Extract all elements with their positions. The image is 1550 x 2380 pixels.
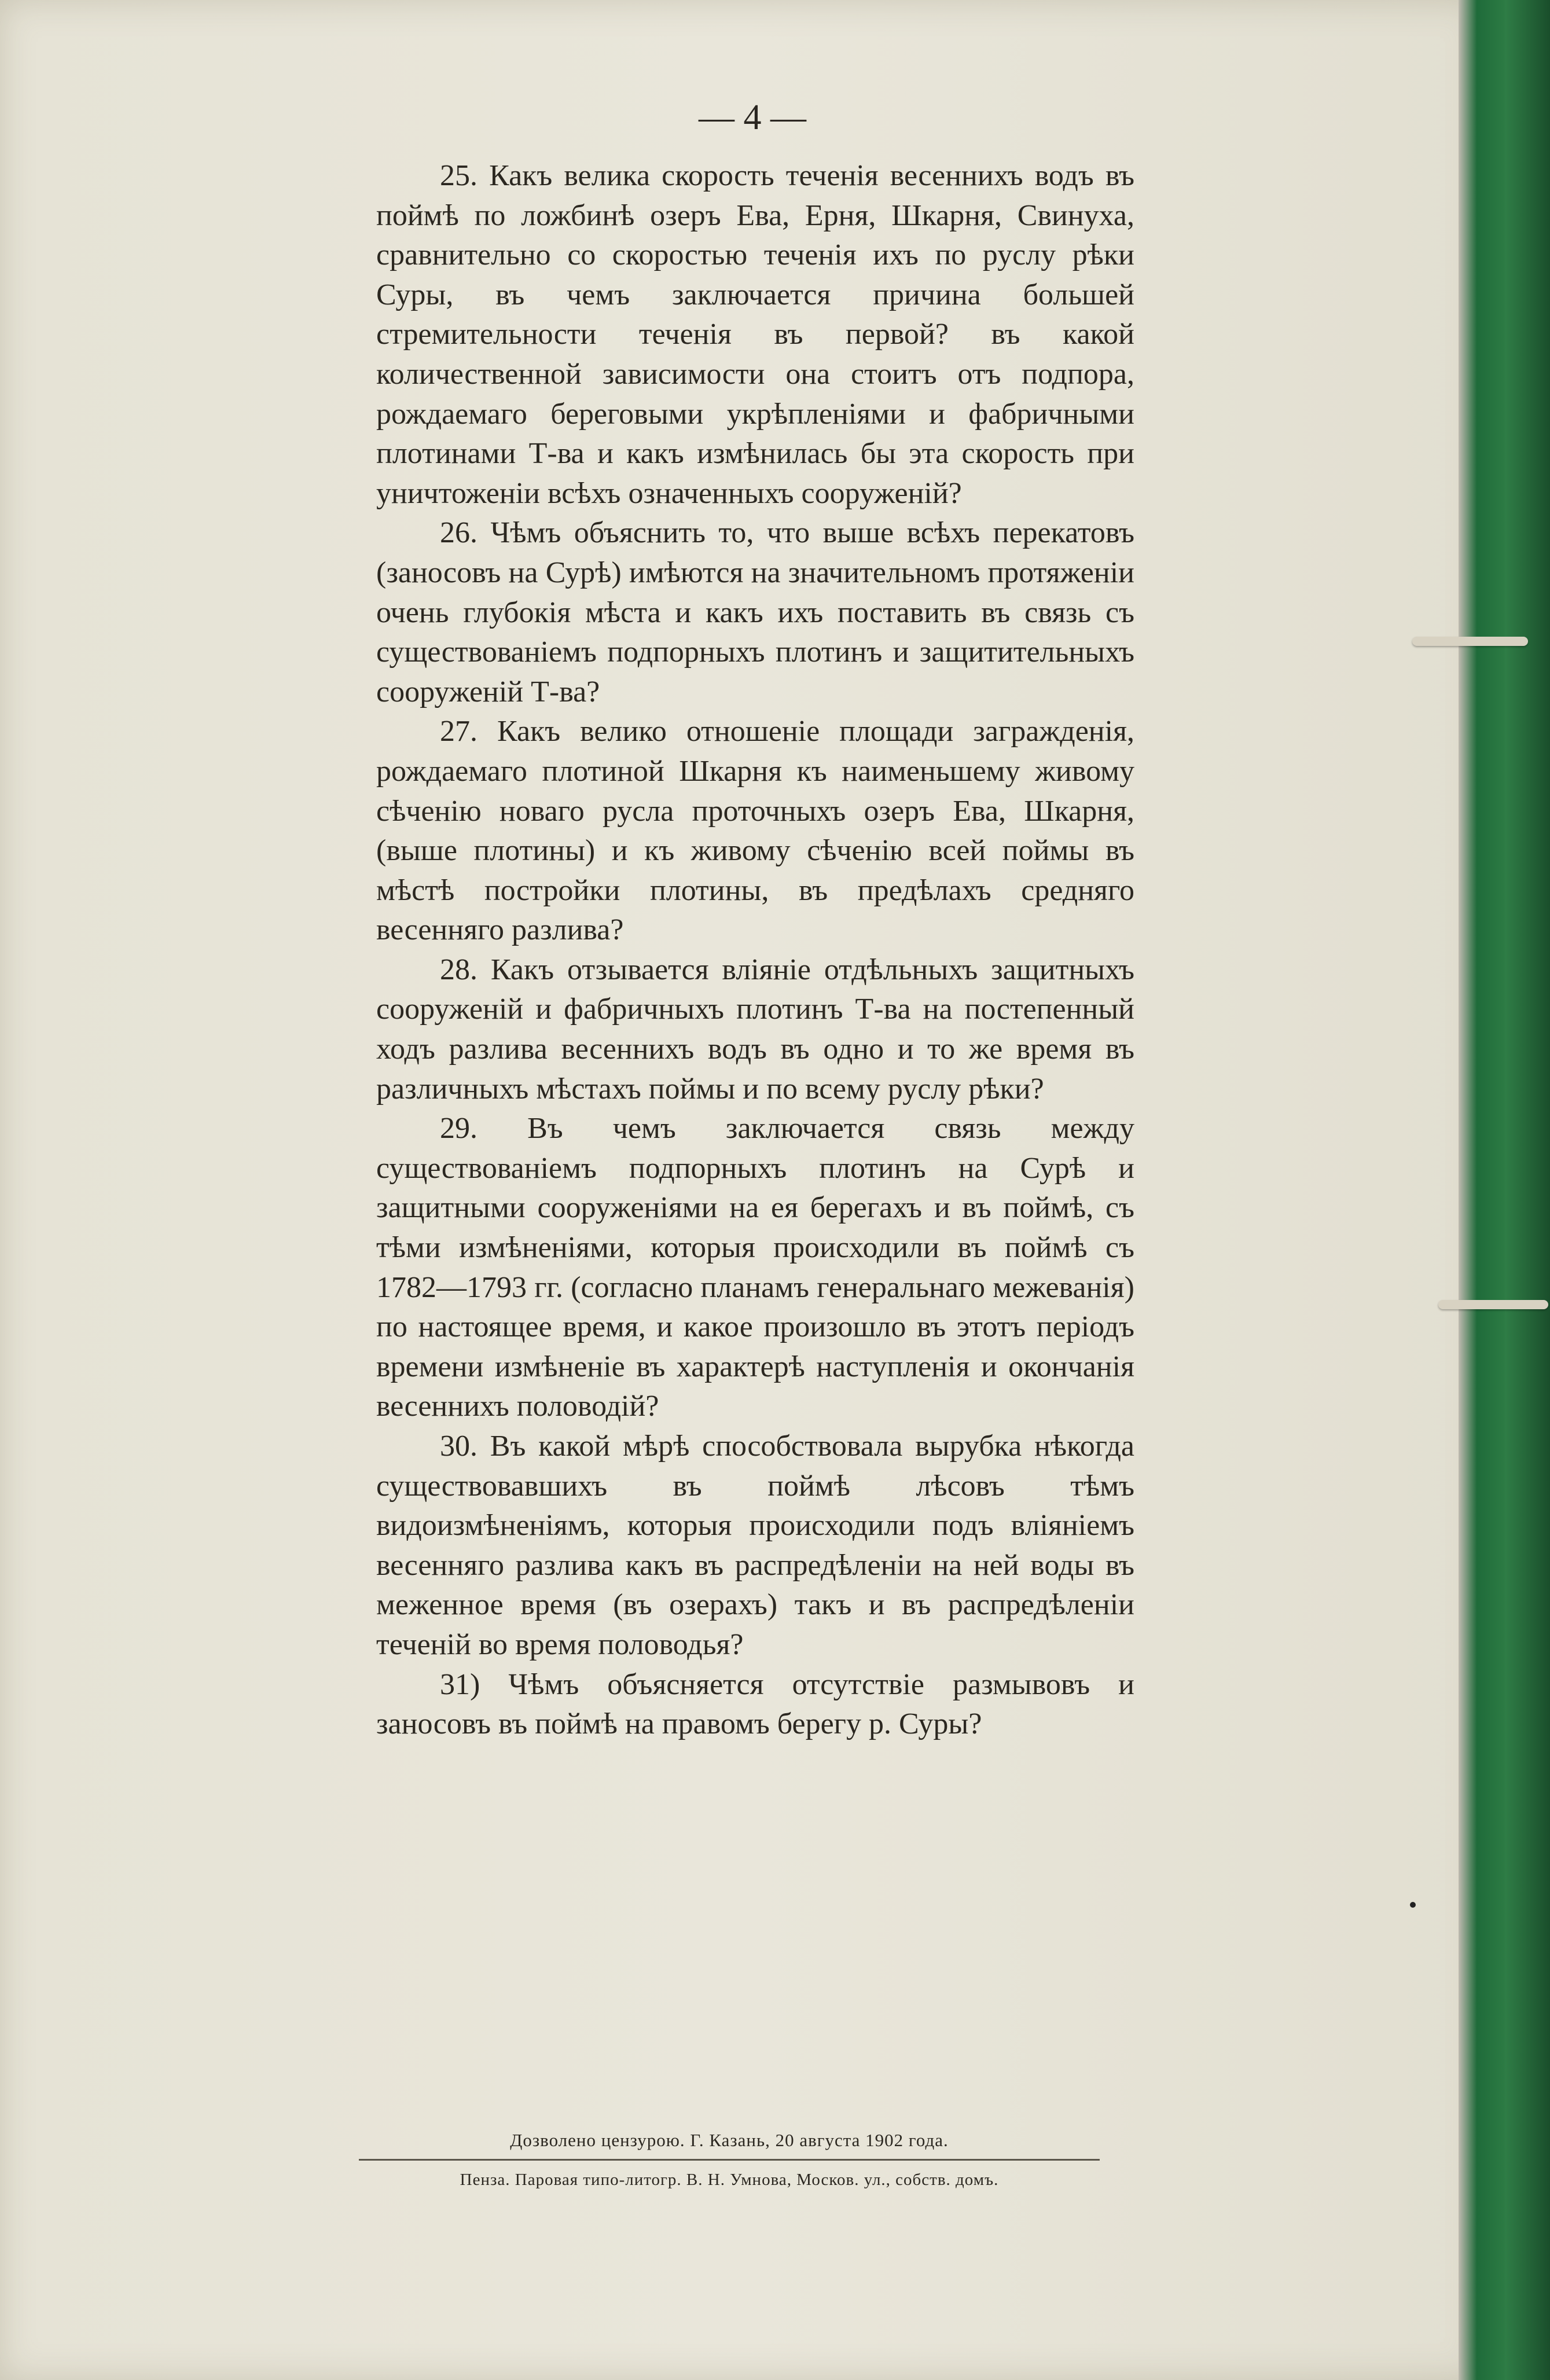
ink-speck [1410,1902,1416,1908]
binding-thread [1438,1300,1548,1309]
question-25: 25. Какъ велика скорость теченія весеннихъ водъ въ поймѣ по ложбинѣ озеръ Ева, Ерня, Шкарня, Свинуха, сравнительно со скоростью теченія ихъ по руслу рѣки Суры, въ чемъ заключается причина большей стремительности теченія въ первой? въ какой количественной зависимости она стоитъ отъ подпора, рождаемаго береговыми укрѣпленіями и фабричными плотинами Т-ва и какъ измѣнилась бы эта скорость при уничтоженіи всѣхъ означенныхъ сооруженій? [376,159,1134,510]
censorship-note: Дозволено цензурою. Г. Казань, 20 августа 1902 года. [510,2130,949,2150]
question-28: 28. Какъ отзывается вліяніе отдѣльныхъ защитныхъ сооруженій и фабричныхъ плотинъ Т-ва на постепенный ходъ разлива весеннихъ водъ въ одно и то же время въ различныхъ мѣстахъ поймы и по всему руслу рѣки? [376,953,1134,1105]
printer-imprint: Пенза. Паровая типо-литогр. В. Н. Умнова, Москов. ул., собств. домъ. [460,2170,999,2189]
question-list [376,156,1134,1744]
question-29: 29. Въ чемъ заключается связь между существованіемъ подпорныхъ плотинъ на Сурѣ и защитными сооруженіями на ея берегахъ и въ поймѣ, съ тѣми измѣненіями, которыя происходили въ поймѣ съ 1782—1793 гг. (согласно планамъ генеральнаго межеванія) по настоящее время, и какое произошло въ этотъ періодъ времени измѣненіе въ характерѣ наступленія и окончанія весеннихъ половодій? [376,1112,1134,1423]
question-26: 26. Чѣмъ объяснить то, что выше всѣхъ перекатовъ (заносовъ на Сурѣ) имѣются на значительномъ протяженіи очень глубокія мѣста и какъ ихъ поставить въ связь съ существованіемъ подпорныхъ плотинъ и защитительныхъ сооруженій Т-ва? [376,516,1134,708]
binding-thread [1412,637,1528,646]
question-27: 27. Какъ велико отношеніе площади загражденія, рождаемаго плотиной Шкарня къ наименьшему живому сѣченію новаго русла проточныхъ озеръ Ева, Шкарня, (выше плотины) и къ живому сѣченію всей поймы въ мѣстѣ постройки плотины, въ предѣлахъ средняго весенняго разлива? [376,715,1134,947]
page-number: — 4 — [699,98,806,137]
question-30: 30. Въ какой мѣрѣ способствовала вырубка нѣкогда существовавшихъ въ поймѣ лѣсовъ тѣмъ видоизмѣненіямъ, которыя происходили подъ вліяніемъ весенняго разлива какъ въ распредѣленіи на ней воды въ меженное время (въ озерахъ) такъ и въ распредѣленіи теченій во время половодья? [376,1430,1134,1661]
footer-divider [359,2159,1100,2161]
green-cover-edge [1505,0,1550,2380]
question-31: 31) Чѣмъ объясняется отсутствіе размывовъ и заносовъ въ поймѣ на правомъ берегу р. Суры? [376,1668,1134,1741]
